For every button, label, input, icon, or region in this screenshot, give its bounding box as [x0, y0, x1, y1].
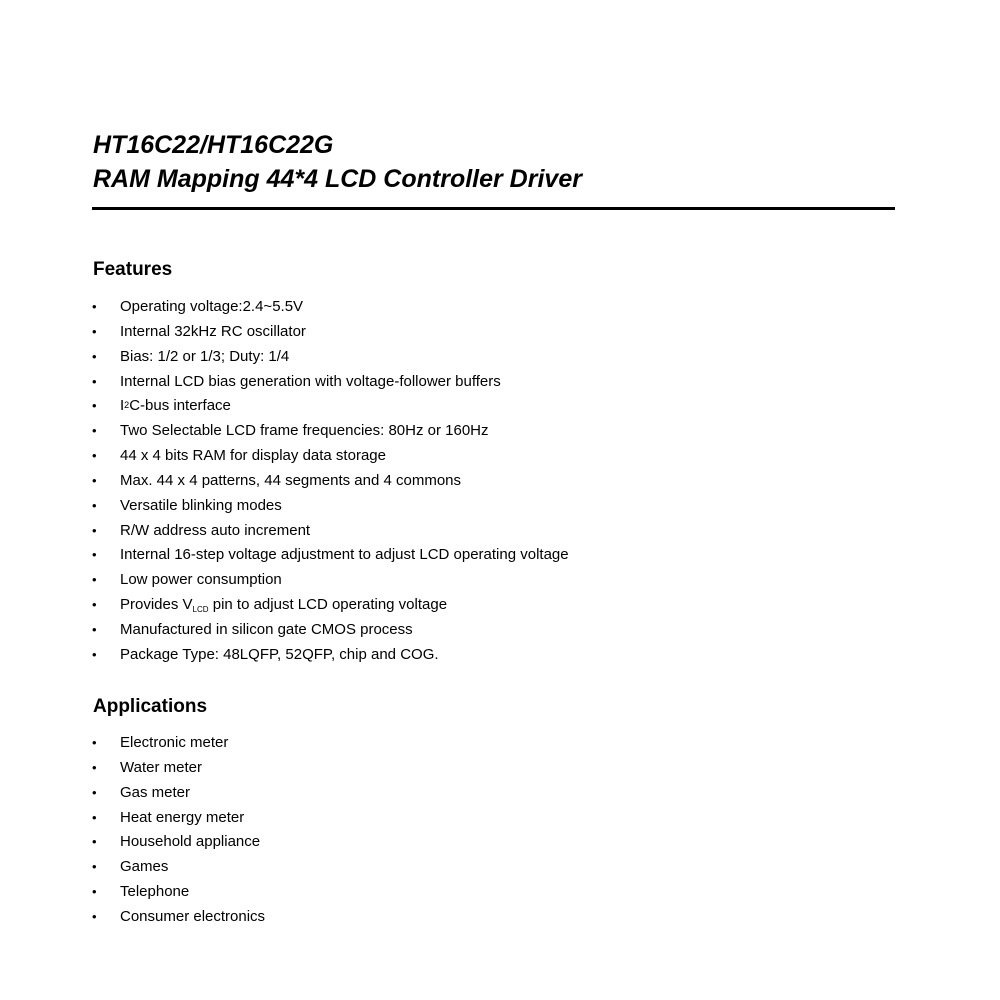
bullet-icon: • — [92, 423, 97, 439]
feature-item-text: Package Type: 48LQFP, 52QFP, chip and COG. — [120, 645, 439, 663]
application-item-text: Heat energy meter — [120, 808, 245, 826]
bullet-icon: • — [92, 398, 97, 414]
bullet-icon: • — [92, 884, 97, 900]
bullet-icon: • — [92, 373, 97, 389]
feature-item-text: Bias: 1/2 or 1/3; Duty: 1/4 — [120, 347, 290, 365]
feature-item-text: 44 x 4 bits RAM for display data storage — [120, 447, 386, 465]
application-item-text: Consumer electronics — [120, 907, 266, 925]
application-item-text: Water meter — [120, 758, 202, 776]
feature-item-text: Internal 16-step voltage adjustment to adjust LCD operating voltage — [120, 546, 569, 564]
bullet-icon: • — [92, 497, 97, 513]
feature-item-text: Internal LCD bias generation with voltage-follower buffers — [120, 372, 501, 390]
bullet-icon: • — [92, 472, 97, 488]
feature-item-text: Provides $V_{LCD}$ pin to adjust LCD operating voltage — [120, 596, 448, 615]
bullet-icon: • — [92, 646, 97, 662]
bullet-icon: • — [92, 859, 97, 875]
feature-item-text: Versatile blinking modes — [120, 496, 282, 514]
application-item-text: Electronic meter — [120, 734, 229, 751]
application-item-text: Gas meter — [120, 783, 191, 801]
application-item-text: Games — [120, 858, 169, 876]
title-description: RAM Mapping 44*4 LCD Controller Driver — [93, 165, 582, 193]
title-divider — [92, 207, 895, 210]
title-part-number: HT16C22/HT16C22G — [93, 131, 334, 159]
subscript: LCD — [192, 605, 209, 615]
bullet-icon: • — [92, 834, 97, 850]
feature-item-text: $I^2C$-bus interface — [120, 397, 231, 415]
feature-item-text: R/W address auto increment — [120, 521, 311, 539]
bullet-icon: • — [92, 908, 97, 924]
feature-item-text: Two Selectable LCD frame frequencies: 80Hz or 160Hz — [120, 422, 489, 440]
applications-heading: Applications — [93, 696, 208, 717]
superscript: 2 — [124, 400, 130, 411]
bullet-icon: • — [92, 448, 97, 464]
bullet-icon: • — [92, 784, 97, 800]
application-item-text: Household appliance — [120, 833, 261, 851]
bullet-icon: • — [92, 597, 97, 613]
bullet-icon: • — [92, 522, 97, 538]
feature-item-text: Manufactured in silicon gate CMOS process — [120, 620, 413, 638]
bullet-icon: • — [92, 547, 97, 563]
features-heading: Features — [93, 259, 173, 280]
bullet-icon: • — [92, 572, 97, 588]
document-title — [93, 128, 582, 196]
feature-item-text: Max. 44 x 4 patterns, 44 segments and 4 commons — [120, 471, 462, 489]
bullet-icon: • — [92, 809, 97, 825]
bullet-icon: • — [92, 735, 97, 750]
bullet-icon: • — [92, 621, 97, 637]
feature-item-text: Operating voltage:2.4~5.5V — [120, 298, 304, 315]
bullet-icon: • — [92, 348, 97, 364]
feature-item-text: Internal 32kHz RC oscillator — [120, 322, 306, 340]
bullet-icon: • — [92, 299, 97, 314]
feature-item-text: Low power consumption — [120, 571, 282, 589]
application-item-text: Telephone — [120, 883, 190, 901]
bullet-icon: • — [92, 759, 97, 775]
bullet-icon: • — [92, 323, 97, 339]
